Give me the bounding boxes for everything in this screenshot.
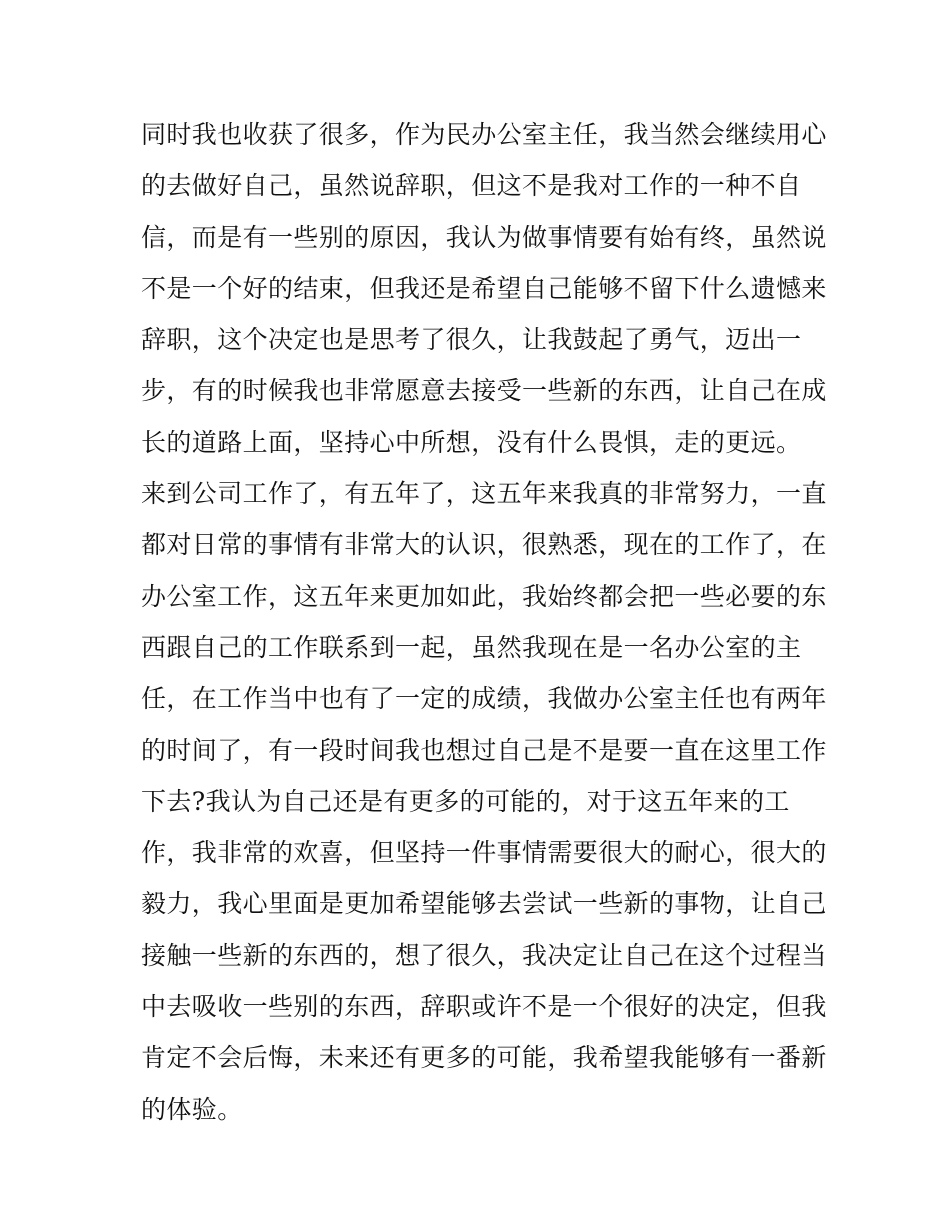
text-line: 步，有的时候我也非常愿意去接受一些新的东西，让自己在成 — [141, 376, 827, 406]
text-line: 长的道路上面，坚持心中所想，没有什么畏惧，走的更远。 — [141, 427, 802, 457]
text-line: 的体验。 — [141, 1094, 243, 1124]
text-line: 辞职，这个决定也是思考了很久，让我鼓起了勇气，迈出一 — [141, 325, 802, 355]
text-line: 任，在工作当中也有了一定的成绩，我做办公室主任也有两年 — [141, 684, 827, 714]
text-line: 都对日常的事情有非常大的认识，很熟悉，现在的工作了，在 — [141, 530, 827, 560]
text-line: 下去?我认为自己还是有更多的可能的，对于这五年来的工 — [141, 786, 790, 816]
text-line: 不是一个好的结束，但我还是希望自己能够不留下什么遗憾来 — [141, 273, 827, 303]
text-line: 西跟自己的工作联系到一起，虽然我现在是一名办公室的主 — [141, 632, 802, 662]
text-line: 同时我也收获了很多，作为民办公室主任，我当然会继续用心 — [141, 120, 827, 149]
body-text — [141, 109, 841, 1135]
text-line: 的时间了，有一段时间我也想过自己是不是要一直在这里工作 — [141, 735, 827, 765]
text-line: 中去吸收一些别的东西，辞职或许不是一个很好的决定，但我 — [141, 992, 827, 1022]
text-line: 信，而是有一些别的原因，我认为做事情要有始有终，虽然说 — [141, 222, 827, 252]
text-line: 的去做好自己，虽然说辞职，但这不是我对工作的一种不自 — [141, 171, 802, 201]
text-line: 来到公司工作了，有五年了，这五年来我真的非常努力，一直 — [141, 479, 827, 509]
text-line: 作，我非常的欢喜，但坚持一件事情需要很大的耐心，很大的 — [141, 838, 827, 868]
text-line: 毅力，我心里面是更加希望能够去尝试一些新的事物，让自己 — [141, 889, 827, 919]
text-line: 办公室工作，这五年来更加如此，我始终都会把一些必要的东 — [141, 581, 827, 611]
text-line: 肯定不会后悔，未来还有更多的可能，我希望我能够有一番新 — [141, 1043, 827, 1073]
text-line: 接触一些新的东西的，想了很久，我决定让自己在这个过程当 — [141, 940, 827, 970]
